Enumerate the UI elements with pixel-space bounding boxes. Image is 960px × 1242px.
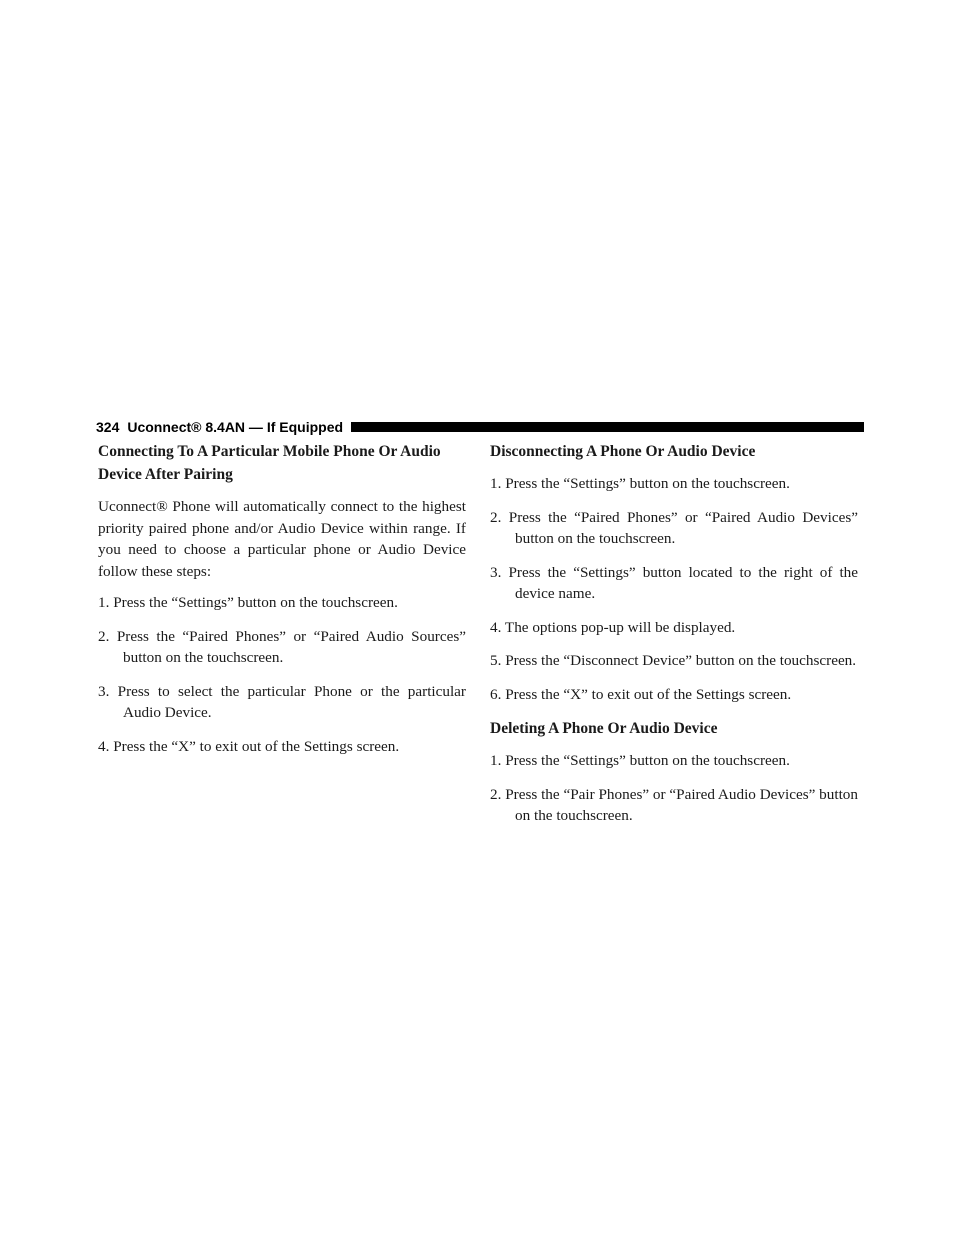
disconnecting-step: 5. Press the “Disconnect Device” button on the touchscreen. [490,652,857,669]
connecting-step: 2. Press the “Paired Phones” or “Paired Audio Sources” button on the touchscreen. [98,627,466,666]
connecting-intro: Uconnect® Phone will automatically connect to the highest priority paired phone and/or Audio Device within range. If you need to choose a particular phone or Audio Device follow these steps: [98,498,466,580]
right-column [490,440,858,839]
connecting-step: 4. Press the “X” to exit out of the Settings screen. [98,737,400,755]
deleting-step: 2. Press the “Pair Phones” or “Paired Audio Devices” button on the touchscreen. [490,785,858,824]
page-number: 324 [96,419,120,435]
left-column [98,440,466,769]
section-title: Uconnect® 8.4AN — If Equipped [127,419,344,435]
deleting-heading: Deleting A Phone Or Audio Device [490,720,718,737]
disconnecting-step: 3. Press the “Settings” button located to the right of the device name. [490,563,858,602]
deleting-step: 1. Press the “Settings” button on the touchscreen. [490,752,790,769]
header-rule [351,422,864,432]
disconnecting-step: 2. Press the “Paired Phones” or “Paired Audio Devices” button on the touchscreen. [490,508,858,547]
disconnecting-step: 6. Press the “X” to exit out of the Settings screen. [490,685,792,703]
disconnecting-step: 1. Press the “Settings” button on the touchscreen. [490,475,790,492]
disconnecting-step: 4. The options pop-up will be displayed. [490,618,736,636]
connecting-heading: Connecting To A Particular Mobile Phone Or Audio Device After Pairing [98,443,441,483]
connecting-step: 3. Press to select the particular Phone or the particular Audio Device. [98,682,466,721]
page-header [96,416,864,438]
disconnecting-heading: Disconnecting A Phone Or Audio Device [490,443,756,460]
connecting-step: 1. Press the “Settings” button on the touchscreen. [98,594,398,611]
